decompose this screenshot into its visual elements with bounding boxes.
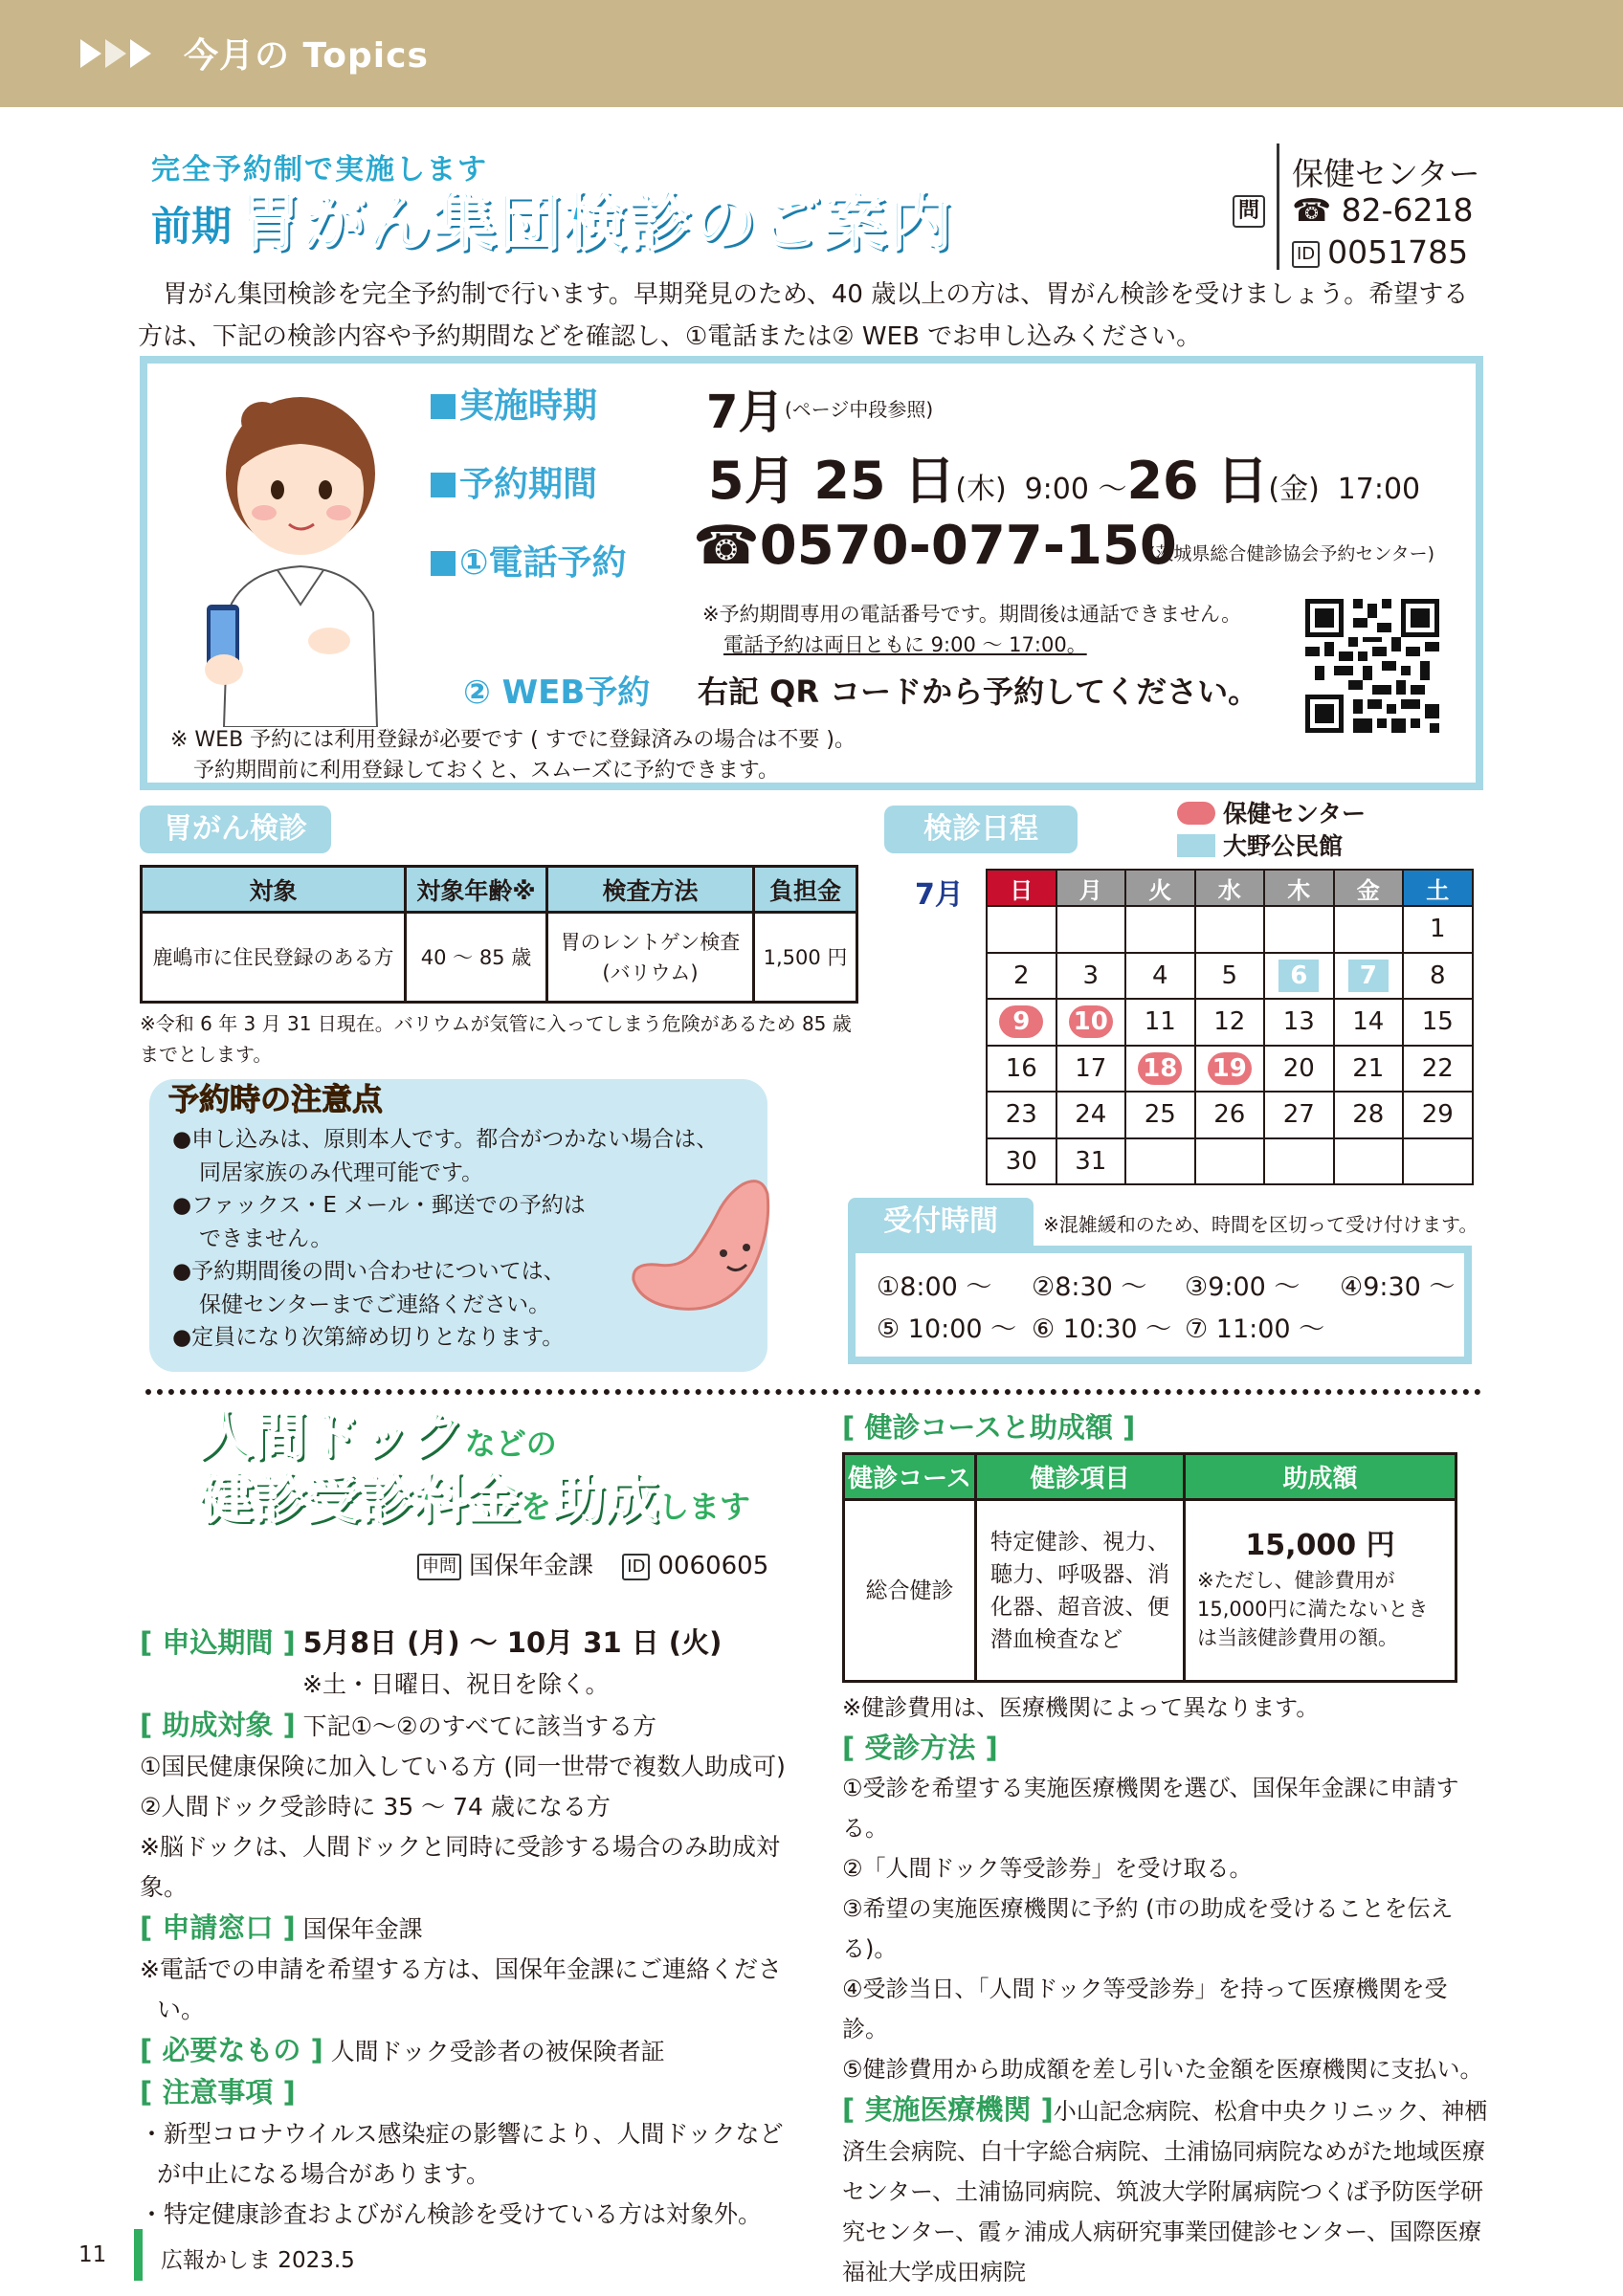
exam-method-1: 胃のレントゲン検査 [560, 930, 741, 954]
exam-label: 胃がん検診 [140, 806, 331, 853]
calendar-day [1056, 953, 1126, 1000]
calendar-day [1195, 906, 1265, 953]
header-arrows [80, 34, 151, 73]
reception-time: ⑤ 10:00 ～ [877, 1314, 1017, 1344]
phone-notes [702, 599, 1241, 660]
reserve-end-time: 17:00 [1337, 473, 1421, 506]
dock-method [842, 1688, 1493, 2292]
apply-period-value: 5月8日 (月) ～ 10月 31 日 (火) [302, 1626, 723, 1659]
calendar-day [987, 1046, 1056, 1093]
needs-text: 人間ドック受診者の被保険者証 [330, 2038, 665, 2065]
calendar-day [1264, 1046, 1334, 1093]
period-label [431, 379, 597, 428]
table-row [142, 913, 857, 1003]
calendar-day [1195, 999, 1265, 1046]
inquiry-mark: 問 [1233, 195, 1265, 228]
list-item: ●ファックス・E メール・郵送での予約は [172, 1193, 586, 1218]
schedule-label: 検診日程 [884, 806, 1078, 853]
needs [140, 2030, 800, 2072]
title-main: 胃がん集団検診のご案内 [237, 186, 954, 259]
exam-day-ono: 6 [1278, 960, 1319, 992]
course-amount-cell [1185, 1500, 1456, 1682]
reception-times [877, 1267, 1455, 1351]
reception-time: ③9:00 ～ [1185, 1272, 1301, 1302]
list-item: ●予約期間後の問い合わせについては、 [172, 1259, 566, 1284]
day-number: 5 [1221, 960, 1238, 990]
exam-day-health-center: 18 [1138, 1052, 1182, 1085]
exam-note: ※令和 6 年 3 月 31 日現在。バリウムが気管に入ってしまう危険があるため 85 歳までとします。 [140, 1012, 852, 1066]
day-number: 11 [1144, 1007, 1176, 1037]
stomach-illustration [628, 1175, 781, 1318]
day-number: 24 [1075, 1100, 1107, 1130]
arrow-icon [130, 39, 151, 68]
reserve-start: 5月 25 日 [708, 451, 956, 511]
reception-time: ⑦ 11:00 ～ [1185, 1314, 1325, 1344]
list-item: できません。 [199, 1225, 333, 1251]
notes-label-text: [ 注意事項 ] [140, 2076, 296, 2108]
calendar-week [987, 1046, 1473, 1093]
hospitals-text: 小山記念病院、松倉中央クリニック、神栖済生会病院、白十字総合病院、土浦協同病院なめがた地域医療センター、土浦協同病院、筑波大学附属病院つくば予防医学研究センター、霞ヶ浦成人病研究事業団健診センター、国際医療福祉大学成田病院 [842, 2098, 1488, 2285]
section-divider [145, 1389, 1481, 1395]
web-note-2: 予約期間前に利用登録しておくと、スムーズに予約できます。 [193, 759, 780, 783]
day-number: 16 [1005, 1053, 1037, 1083]
contact-id [1292, 233, 1468, 271]
contact-tel-number: 82-6218 [1341, 191, 1474, 229]
window-text: 国保年金課 [302, 1915, 423, 1943]
web-row [463, 666, 1259, 713]
dock-title-2a: 健診受診料金 [199, 1468, 521, 1531]
caution-title: 予約時の注意点 [168, 1081, 384, 1117]
day-number: 20 [1282, 1053, 1315, 1083]
method-1: ①受診を希望する実施医療機関を選び、国保年金課に申請する。 [842, 1775, 1459, 1842]
notes-label [140, 2072, 800, 2114]
course-amount-note: ※ただし、健診費用が 15,000円に満たないときは当該健診費用の額。 [1197, 1568, 1429, 1649]
legend-red-swatch [1177, 802, 1215, 825]
id-icon: ID [1292, 241, 1320, 268]
contact-divider [1277, 144, 1279, 270]
dock-contact-id: 0060605 [657, 1552, 769, 1580]
day-number: 30 [1005, 1146, 1037, 1176]
reserve-phone-number: 0570-077-150 [759, 515, 1177, 577]
square-icon [431, 551, 456, 576]
calendar-body [987, 906, 1473, 1184]
calendar-day [1125, 953, 1195, 1000]
calendar-day [1195, 953, 1265, 1000]
course-header-amount: 助成額 [1185, 1454, 1456, 1500]
calendar-day [1125, 906, 1195, 953]
exam-age: 40 ～ 85 歳 [406, 913, 547, 1003]
list-item: ●定員になり次第締め切りとなります。 [172, 1325, 565, 1350]
phone-row [431, 515, 1435, 585]
dock-title-2c: 助成 [551, 1468, 659, 1531]
day-number: 17 [1075, 1053, 1107, 1083]
day-number: 29 [1421, 1100, 1454, 1130]
web-note-1: ※ WEB 予約には利用登録が必要です ( すでに登録済みの場合は不要 )。 [170, 728, 856, 752]
calendar-day [1403, 999, 1473, 1046]
contact-block [1233, 144, 1491, 270]
calendar-day [1334, 953, 1404, 1000]
phone-center-note: (茨城県総合健診協会予約センター) [1148, 543, 1435, 564]
phone-icon: ☎ [693, 515, 760, 577]
calendar-month: 7月 [915, 878, 964, 912]
apply-inquiry-icon: 申問 [417, 1554, 461, 1580]
caution-box [149, 1079, 767, 1372]
reception-time: ④9:30 ～ [1340, 1272, 1456, 1302]
calendar-day [1125, 1138, 1195, 1185]
page-number: 11 [78, 2242, 107, 2267]
reserve-end: 26 日 [1126, 451, 1269, 511]
calendar-day [1056, 1092, 1126, 1138]
hospitals-label: [ 実施医療機関 ] [842, 2093, 1054, 2126]
id-icon: ID [622, 1554, 650, 1580]
course-name: 総合健診 [844, 1500, 976, 1682]
list-item: 保健センターまでご連絡ください。 [199, 1292, 551, 1317]
contact-id-number: 0051785 [1327, 233, 1469, 271]
day-number: 3 [1082, 960, 1100, 990]
weekday-header: 火 [1125, 870, 1195, 906]
calendar-day [987, 953, 1056, 1000]
target-text: 下記①～②のすべてに該当する方 [302, 1712, 656, 1740]
calendar-day [987, 1092, 1056, 1138]
exam-day-health-center: 19 [1208, 1052, 1252, 1085]
calendar-week [987, 999, 1473, 1046]
web-text: 右記 QR コードから予約してください。 [698, 673, 1259, 710]
calendar-day [1264, 1092, 1334, 1138]
calendar-day [1195, 1046, 1265, 1093]
hospitals [842, 2089, 1493, 2292]
legend-health-center [1177, 798, 1366, 830]
dock-title [199, 1405, 751, 1531]
gastric-intro: 胃がん集団検診を完全予約制で行います。早期発見のため、40 歳以上の方は、胃がん検診を受けましょう。希望する方は、下記の検診内容や予約期間などを確認し、①電話または② WEB でお申し込みください。 [138, 280, 1469, 351]
weekday-header: 月 [1056, 870, 1126, 906]
table-row [844, 1500, 1456, 1682]
exam-table [140, 865, 858, 1004]
arrow-icon [105, 39, 126, 68]
calendar-day [1334, 999, 1404, 1046]
dock-contact-dept: 国保年金課 [469, 1552, 594, 1580]
target-2: ②人間ドック受診時に 35 ～ 74 歳になる方 [140, 1793, 611, 1821]
day-number: 13 [1282, 1007, 1315, 1037]
day-number: 26 [1213, 1100, 1246, 1130]
header-title: 今月の Topics [184, 36, 429, 76]
dock-details [140, 1623, 800, 2235]
calendar-day [1056, 999, 1126, 1046]
calendar-day [1195, 1138, 1265, 1185]
day-number: 27 [1282, 1100, 1315, 1130]
dock-contact [417, 1546, 768, 1581]
notes-1: ・新型コロナウイルス感染症の影響により、人間ドックなどが中止になる場合があります。 [140, 2120, 784, 2188]
calendar-day [1264, 1138, 1334, 1185]
contact-dept: 保健センター [1292, 155, 1480, 192]
course-table-header [844, 1454, 1456, 1500]
day-number: 4 [1151, 960, 1168, 990]
day-number: 14 [1352, 1007, 1385, 1037]
window [140, 1908, 800, 1950]
apply-period [140, 1623, 800, 1665]
title-prefix: 前期 [151, 203, 233, 250]
needs-label: [ 必要なもの ] [140, 2034, 323, 2066]
reserve-end-day: (金) [1268, 473, 1320, 506]
square-icon [431, 394, 456, 419]
calendar-day [1125, 999, 1195, 1046]
publication-name: 広報かしま 2023.5 [161, 2248, 355, 2273]
calendar-day [987, 906, 1056, 953]
window-label: [ 申請窓口 ] [140, 1911, 296, 1944]
contact-tel [1292, 191, 1474, 229]
gastric-subtitle: 完全予約制で実施します [151, 153, 488, 187]
target-1: ①国民健康保険に加入している方 (同一世帯で複数人助成可) [140, 1753, 786, 1780]
list-item: 同居家族のみ代理可能です。 [199, 1159, 484, 1185]
web-label: ② WEB予約 [463, 673, 651, 712]
course-header-items: 健診項目 [976, 1454, 1185, 1500]
calendar-day [987, 999, 1056, 1046]
exam-header-target: 対象 [142, 867, 406, 913]
dock-title-line-2 [199, 1468, 751, 1531]
calendar-week [987, 1138, 1473, 1185]
exam-table-header [142, 867, 857, 913]
square-icon [431, 473, 456, 497]
reception-row-2 [877, 1309, 1455, 1351]
day-number: 31 [1075, 1146, 1107, 1176]
calendar-day [1334, 906, 1404, 953]
reserve-value [708, 440, 1420, 514]
course-amount: 15,000 円 [1245, 1528, 1395, 1562]
reception-note: ※混雑緩和のため、時間を区切って受け付けます。 [1043, 1213, 1478, 1236]
gastric-title [151, 186, 954, 259]
calendar-weekdays [987, 870, 1473, 906]
calendar-day [1056, 906, 1126, 953]
exam-day-health-center: 10 [1069, 1005, 1113, 1038]
day-number: 1 [1429, 915, 1446, 944]
phone-note-1: ※予約期間専用の電話番号です。期間後は通話できません。 [702, 603, 1242, 626]
reception-time: ②8:30 ～ [1032, 1272, 1147, 1302]
target-label: [ 助成対象 ] [140, 1709, 296, 1741]
calendar-day [1125, 1092, 1195, 1138]
reception-label: 受付時間 [848, 1198, 1034, 1246]
calendar-day [1264, 953, 1334, 1000]
method-2: ②「人間ドック等受診券」を受け取る。 [842, 1855, 1253, 1882]
method-4: ④受診当日、「人間ドック等受診券」を持って医療機関を受診。 [842, 1976, 1448, 2042]
list-item: ●申し込みは、原則本人です。都合がつかない場合は、 [172, 1127, 719, 1152]
apply-period-note: ※土・日曜日、祝日を除く。 [302, 1670, 610, 1698]
calendar-day [1403, 1138, 1473, 1185]
target-note: ※脳ドックは、人間ドックと同時に受診する場合のみ助成対象。 [140, 1833, 780, 1901]
target [140, 1705, 800, 1747]
method-5: ⑤健診費用から助成額を差し引いた金額を医療機関に支払い。 [842, 2056, 1483, 2083]
weekday-header: 水 [1195, 870, 1265, 906]
day-number: 8 [1429, 960, 1446, 990]
reserve-phone[interactable] [693, 515, 1177, 577]
calendar-legend [1177, 798, 1366, 863]
exam-header-age: 対象年齢※ [406, 867, 547, 913]
course-header-course: 健診コース [844, 1454, 976, 1500]
dock-title-1: 人間ドック [199, 1405, 465, 1468]
apply-period-label: [ 申込期間 ] [140, 1626, 296, 1659]
reception-row-1 [877, 1267, 1455, 1309]
calendar-day [1403, 1046, 1473, 1093]
reception-time: ①8:00 ～ [877, 1272, 992, 1302]
reception-box [848, 1246, 1472, 1364]
web-notes [170, 725, 856, 786]
calendar-week [987, 1092, 1473, 1138]
calendar-day [1334, 1046, 1404, 1093]
reserve-start-time: 9:00 ～ [1024, 473, 1127, 506]
nurse-illustration [186, 383, 415, 727]
course-items: 特定健診、視力、聴力、呼吸器、消化器、超音波、便潜血検査など [976, 1500, 1185, 1682]
exam-method-2: (バリウム) [602, 960, 699, 984]
dock-title-line-1 [199, 1405, 750, 1468]
period-note: (ページ中段参照) [785, 398, 934, 421]
period-value: 7月 [706, 386, 785, 439]
day-number: 25 [1144, 1100, 1176, 1130]
phone-label [431, 536, 626, 585]
weekday-header: 土 [1403, 870, 1473, 906]
arrow-icon [80, 39, 101, 68]
exam-method [547, 913, 754, 1003]
period-label-text: 実施時期 [459, 386, 598, 426]
calendar-day [1264, 999, 1334, 1046]
weekday-header: 日 [987, 870, 1056, 906]
day-number: 28 [1352, 1100, 1385, 1130]
phone-note-2: 電話予約は両日ともに 9:00 ～ 17:00。 [723, 633, 1087, 656]
exam-header-fee: 負担金 [754, 867, 857, 913]
calendar-day [1334, 1138, 1404, 1185]
dock-title-1s: などの [464, 1425, 557, 1462]
reserve-start-day: (木) [955, 473, 1007, 506]
legend-ono [1177, 830, 1366, 863]
day-number: 15 [1421, 1007, 1454, 1037]
day-number: 2 [1012, 960, 1030, 990]
course-title: [ 健診コースと助成額 ] [842, 1411, 1136, 1444]
weekday-header: 金 [1334, 870, 1404, 906]
day-number: 22 [1421, 1053, 1454, 1083]
calendar-week [987, 906, 1473, 953]
calendar-day [987, 1138, 1056, 1185]
calendar-week [987, 953, 1473, 1000]
calendar [986, 869, 1474, 1185]
footer-bar [134, 2229, 143, 2281]
dock-title-2d: します [658, 1489, 751, 1525]
weekday-header: 木 [1264, 870, 1334, 906]
exam-day-health-center: 9 [999, 1005, 1043, 1038]
period-row [431, 379, 934, 439]
method-3: ③希望の実施医療機関に予約 (市の助成を受けることを伝える)。 [842, 1895, 1454, 1962]
reserve-row [431, 451, 1421, 511]
exam-day-ono: 7 [1348, 960, 1389, 992]
topics-header [0, 0, 1623, 107]
reservation-info-box [140, 356, 1483, 790]
cost-note: ※健診費用は、医療機関によって異なります。 [842, 1694, 1320, 1721]
calendar-day [1334, 1092, 1404, 1138]
course-table [842, 1452, 1457, 1683]
calendar-day [1403, 953, 1473, 1000]
method-label: [ 受診方法 ] [842, 1732, 998, 1764]
legend-blue-swatch [1177, 834, 1215, 857]
window-note: ※電話での申請を希望する方は、国保年金課にご連絡ください。 [140, 1955, 782, 2023]
reception-time: ⑥ 10:30 ～ [1032, 1314, 1172, 1344]
reserve-label [431, 457, 597, 506]
legend-ono-text: 大野公民館 [1223, 832, 1344, 860]
exam-target: 鹿嶋市に住民登録のある方 [142, 913, 406, 1003]
phone-icon: ☎ [1292, 191, 1332, 229]
notes-2: ・特定健康診査およびがん検診を受けている方は対象外。 [140, 2200, 763, 2228]
calendar-day [1264, 906, 1334, 953]
legend-health-text: 保健センター [1223, 800, 1367, 828]
exam-fee: 1,500 円 [754, 913, 857, 1003]
calendar-day [1195, 1092, 1265, 1138]
calendar-day [1403, 906, 1473, 953]
calendar-day [1056, 1138, 1126, 1185]
qr-code[interactable] [1305, 599, 1439, 733]
phone-label-text: ①電話予約 [459, 543, 627, 583]
calendar-day [1125, 1046, 1195, 1093]
day-number: 21 [1352, 1053, 1385, 1083]
dock-title-2b: を [521, 1489, 552, 1525]
day-number: 12 [1213, 1007, 1246, 1037]
reserve-label-text: 予約期間 [459, 465, 598, 504]
calendar-day [1403, 1092, 1473, 1138]
exam-header-method: 検査方法 [547, 867, 754, 913]
day-number: 23 [1005, 1100, 1037, 1130]
calendar-day [1056, 1046, 1126, 1093]
